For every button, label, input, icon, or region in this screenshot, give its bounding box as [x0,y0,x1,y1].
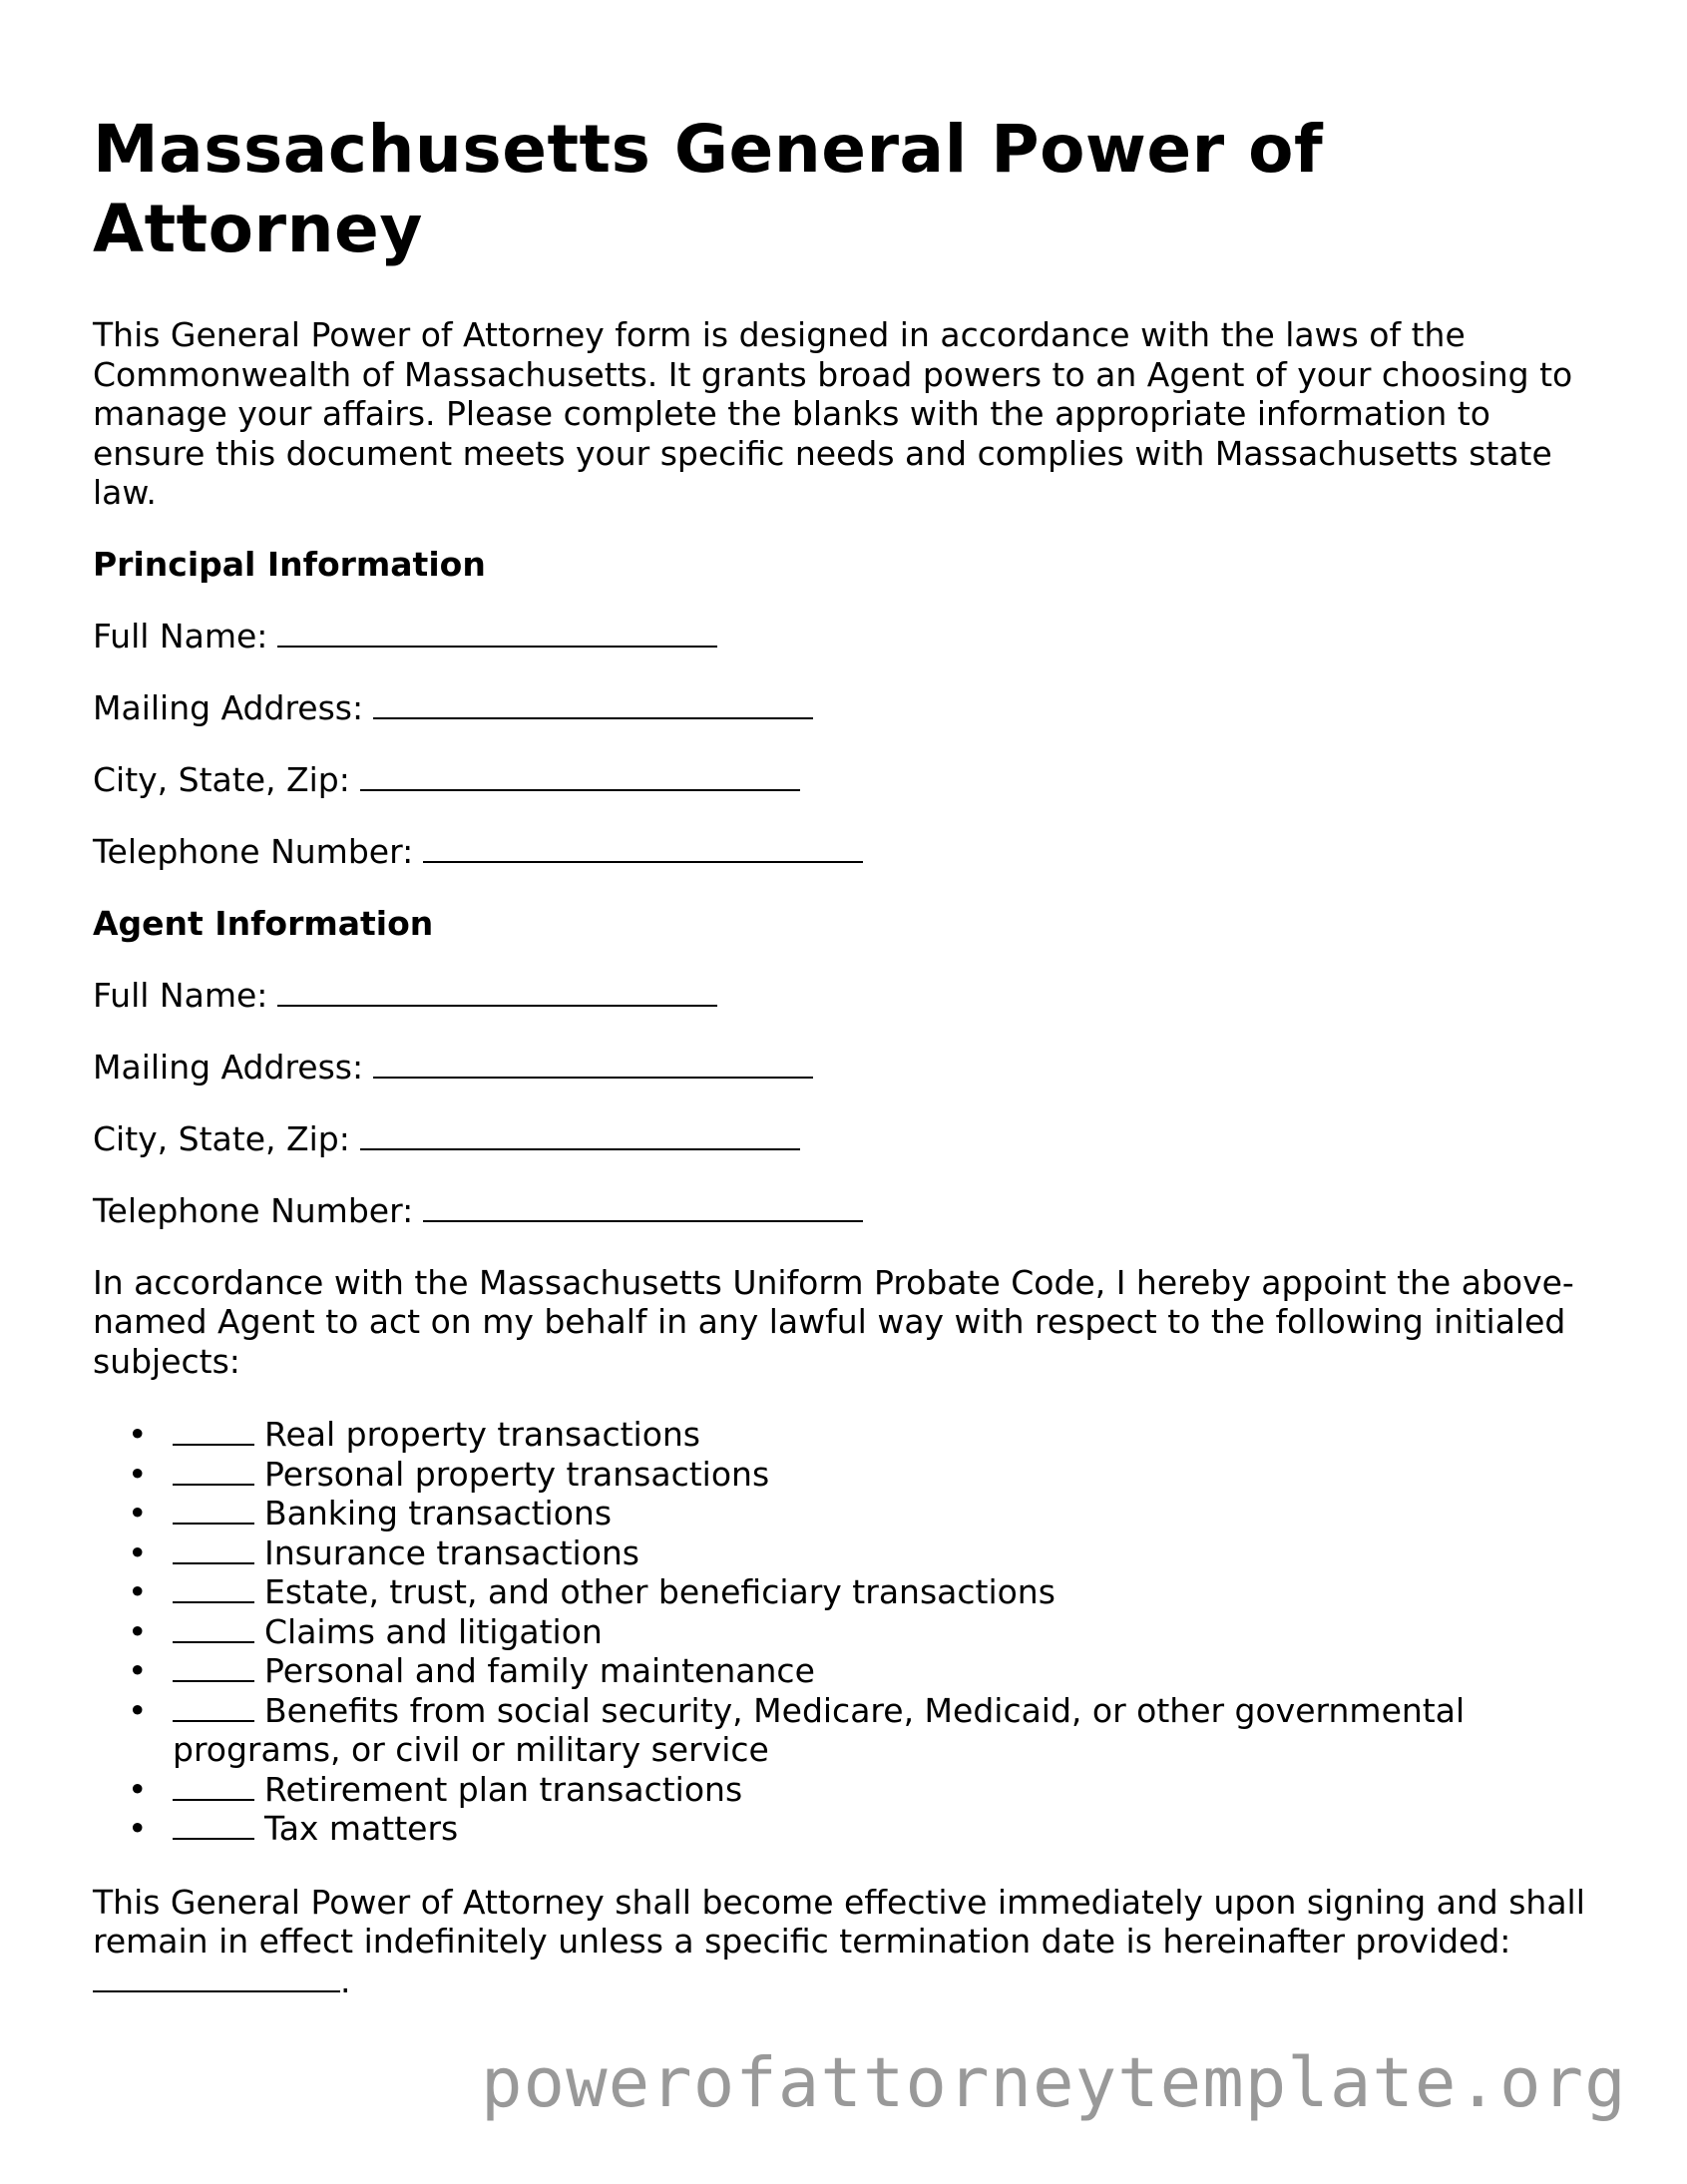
principal-telephone-blank[interactable] [423,833,863,863]
principal-city-state-zip-label: City, State, Zip: [93,759,350,799]
document-title: Massachusetts General Power of Attorney [93,111,1324,267]
subject-label: Estate, trust, and other beneficiary transactions [264,1572,1055,1611]
subject-label: Real property transactions [264,1415,700,1454]
principal-mailing-address-label: Mailing Address: [93,687,364,727]
initials-blank[interactable] [173,1652,254,1682]
subject-label: Retirement plan transactions [264,1769,743,1809]
initials-blank[interactable] [173,1534,254,1564]
principal-section [93,545,1599,872]
subject-label: Benefits from social security, Medicare, Medicaid, or other governmental programs, or civil or military service [173,1690,1466,1769]
initials-blank[interactable] [173,1771,254,1801]
list-item [128,1494,1599,1533]
termination-date-blank[interactable] [93,1963,340,1992]
principal-full-name-field [93,617,1599,656]
bullet-icon: • [128,1494,148,1532]
principal-telephone-field [93,832,1599,872]
agent-city-state-zip-blank[interactable] [360,1120,800,1150]
agent-mailing-address-label: Mailing Address: [93,1047,364,1087]
effective-text: This General Power of Attorney shall become effective immediately upon signing and shall remain in effect indefinitely unless a specific termination date is hereinafter provided: [93,1882,1585,1961]
principal-full-name-blank[interactable] [277,618,717,648]
initials-blank[interactable] [173,1810,254,1840]
subject-label: Insurance transactions [264,1532,640,1572]
document [93,110,1599,2000]
bullet-icon: • [128,1809,148,1848]
principal-mailing-address-blank[interactable] [373,689,813,719]
appointment-paragraph: In accordance with the Massachusetts Uniform Probate Code, I hereby appoint the above-named Agent to act on my behalf in any lawful way with respect to the following initialed subjects: [93,1262,1574,1381]
list-item [128,1611,1599,1652]
initials-blank[interactable] [173,1495,254,1525]
agent-full-name-blank[interactable] [277,977,717,1007]
initials-blank[interactable] [173,1613,254,1643]
agent-city-state-zip-label: City, State, Zip: [93,1118,350,1158]
subjects-list [93,1415,1599,1849]
effective-paragraph [93,1883,1599,2001]
list-item [128,1809,1599,1849]
agent-full-name-label: Full Name: [93,975,268,1015]
subject-label: Personal and family maintenance [264,1651,815,1690]
bullet-icon: • [128,1415,148,1454]
list-item [128,1572,1599,1612]
principal-full-name-label: Full Name: [93,616,268,655]
principal-heading: Principal Information [93,544,486,584]
list-item [128,1415,1599,1455]
initials-blank[interactable] [173,1692,254,1722]
principal-city-state-zip-field [93,760,1599,800]
initials-blank[interactable] [173,1416,254,1446]
subject-label: Tax matters [264,1809,459,1848]
list-item [128,1769,1599,1810]
initials-blank[interactable] [173,1573,254,1603]
subject-label: Personal property transactions [264,1454,770,1494]
list-item [128,1651,1599,1691]
bullet-icon: • [128,1572,148,1611]
agent-city-state-zip-field [93,1119,1599,1159]
principal-city-state-zip-blank[interactable] [360,761,800,791]
agent-telephone-blank[interactable] [423,1192,863,1222]
bullet-icon: • [128,1454,148,1494]
intro-paragraph: This General Power of Attorney form is designed in accordance with the laws of the Commonwealth of Massachusetts. It grants broad powers to an Agent of your choosing to manage your affairs. Please complete the blanks with the appropriate information to ensure this document meets your specific needs and complies with Massachusetts state law. [93,315,1573,512]
agent-heading: Agent Information [93,903,434,943]
principal-mailing-address-field [93,688,1599,728]
list-item [128,1532,1599,1573]
effective-period: . [340,1961,351,2000]
bullet-icon: • [128,1769,148,1809]
bullet-icon: • [128,1611,148,1651]
bullet-icon: • [128,1651,148,1690]
agent-full-name-field [93,976,1599,1016]
agent-mailing-address-field [93,1048,1599,1088]
agent-telephone-field [93,1191,1599,1231]
principal-telephone-label: Telephone Number: [93,831,414,871]
subject-label: Claims and litigation [264,1611,603,1651]
subject-label: Banking transactions [264,1494,613,1532]
agent-mailing-address-blank[interactable] [373,1049,813,1079]
agent-telephone-label: Telephone Number: [93,1190,414,1230]
list-item [128,1454,1599,1495]
bullet-icon: • [128,1532,148,1572]
initials-blank[interactable] [173,1456,254,1486]
bullet-icon: • [128,1690,148,1730]
agent-section [93,904,1599,1231]
list-item [128,1690,1599,1770]
watermark: powerofattorneytemplate.org [481,2043,1627,2123]
